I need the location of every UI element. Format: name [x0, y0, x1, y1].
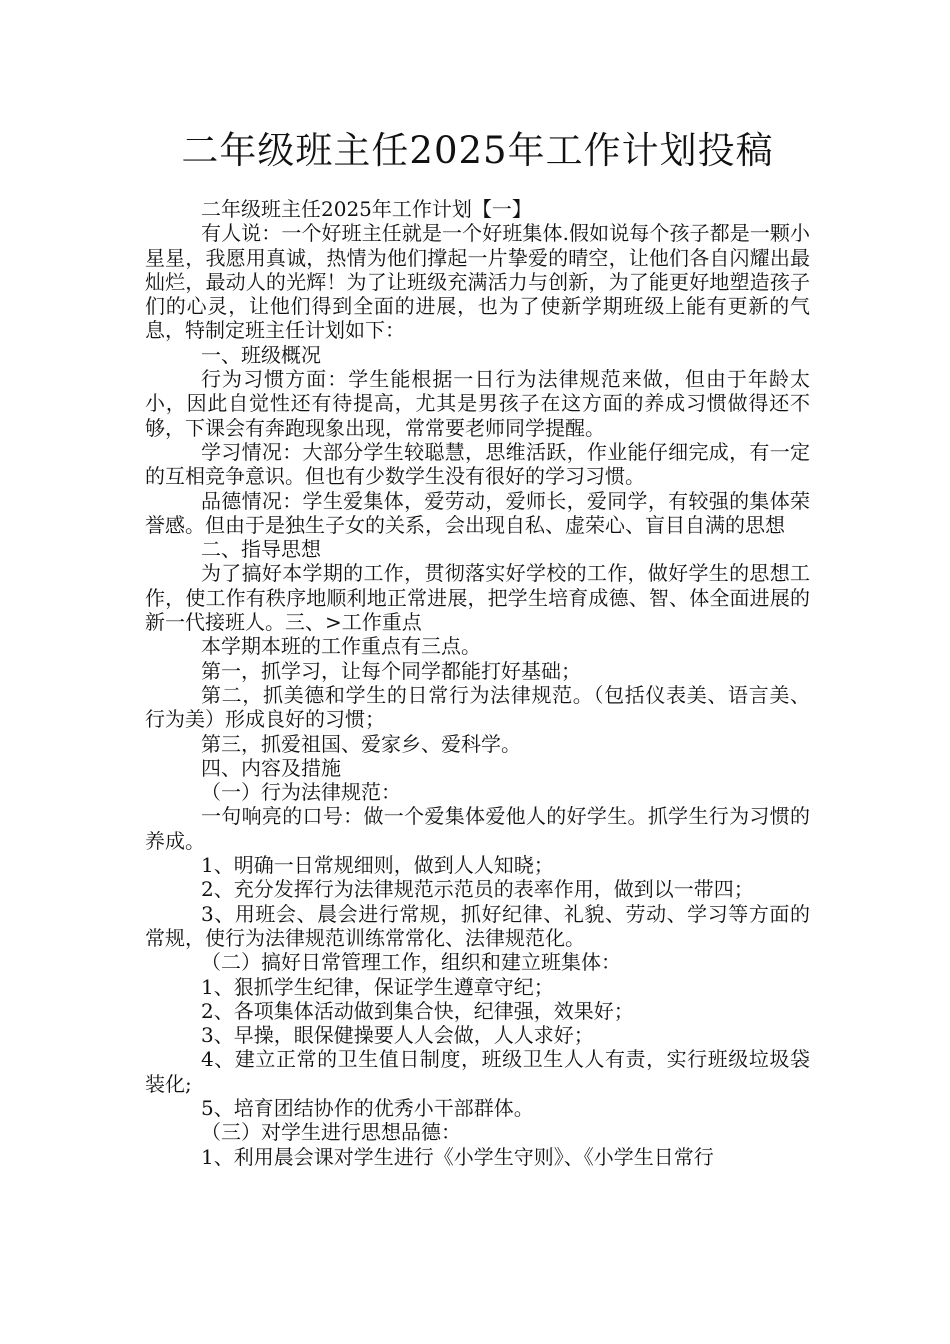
section-heading: 一、班级概况: [201, 342, 321, 367]
subsection-heading: （一）行为法律规范：: [201, 780, 401, 805]
paragraph: 行为习惯方面：学生能根据一日行为法律规范来做，但由于年龄太小，因此自觉性还有待提高，尤其是男孩子在这方面的养成习惯做得还不够，下课会有奔跑现象出现，常常要老师同学提醒。: [145, 367, 810, 440]
list-item: 4、建立正常的卫生值日制度，班级卫生人人有责，实行班级垃圾袋装化;: [145, 1047, 810, 1096]
subsection-heading: （二）搞好日常管理工作，组织和建立班集体：: [201, 950, 621, 975]
list-item: 第三，抓爱祖国、爱家乡、爱科学。: [201, 731, 521, 756]
document-body: [145, 197, 810, 1169]
paragraph: 一句响亮的口号：做一个爱集体爱他人的好学生。抓学生行为习惯的养成。: [145, 804, 810, 853]
list-item: 3、早操，眼保健操要人人会做，人人求好；: [201, 1023, 594, 1048]
section-heading: 二年级班主任2025年工作计划【一】: [201, 197, 532, 221]
paragraph: 学习情况：大部分学生较聪慧，思维活跃，作业能仔细完成，有一定的互相竞争意识。但也有少数学生没有很好的学习习惯。: [145, 439, 810, 489]
list-item: 5、培育团结协作的优秀小干部群体。: [201, 1095, 534, 1120]
paragraph: 为了搞好本学期的工作，贯彻落实好学校的工作，做好学生的思想工作，使工作有秩序地顺利地正常进展，把学生培育成德、智、体全面进展的新一代接班人。三、>工作重点: [145, 561, 810, 635]
list-item: 2、各项集体活动做到集合快，纪律强，效果好；: [201, 998, 634, 1023]
paragraph: 品德情况：学生爱集体，爱劳动，爱师长，爱同学，有较强的集体荣誉感。但由于是独生子女的关系，会出现自私、虚荣心、盲目自满的思想: [145, 488, 810, 537]
list-item: 1、利用晨会课对学生进行《小学生守则》、《小学生日常行: [201, 1144, 714, 1169]
list-item: 第一，抓学习，让每个同学都能打好基础；: [201, 658, 581, 683]
section-heading: 二、指导思想: [201, 537, 321, 562]
document-title: 二年级班主任2025年工作计划投稿: [181, 129, 774, 172]
list-item: 3、用班会、晨会进行常规，抓好纪律、礼貌、劳动、学习等方面的常规，使行为法律规范训练常常化、法律规范化。: [145, 901, 810, 950]
subsection-heading: （三）对学生进行思想品德：: [201, 1120, 461, 1145]
list-item: 1、明确一日常规细则，做到人人知晓；: [201, 853, 554, 878]
list-item: 第二，抓美德和学生的日常行为法律规范。（包括仪表美、语言美、行为美）形成良好的习惯；: [145, 682, 810, 732]
section-heading: 四、内容及措施: [201, 755, 341, 780]
paragraph: 有人说：一个好班主任就是一个好班集体.假如说每个孩子都是一颗小星星，我愿用真诚，热情为他们撑起一片挚爱的晴空，让他们各自闪耀出最灿烂，最动人的光辉！为了让班级充满活力与创新，为了能更好地塑造孩子们的心灵，让他们得到全面的进展，也为了使新学期班级上能有更新的气息，特制定班主任计划如下：: [145, 221, 810, 343]
paragraph: 本学期本班的工作重点有三点。: [201, 634, 481, 659]
list-item: 2、充分发挥行为法律规范示范员的表率作用，做到以一带四；: [201, 877, 754, 902]
list-item: 1、狠抓学生纪律，保证学生遵章守纪；: [201, 974, 554, 999]
